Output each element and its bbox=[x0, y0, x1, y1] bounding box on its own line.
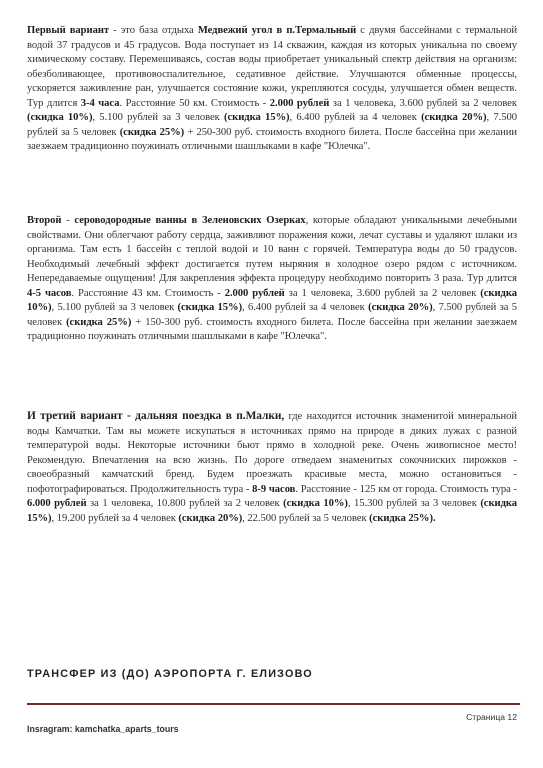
bold-text-run: (скидка 25%) bbox=[66, 316, 132, 328]
text-run: , 7.500 рублей за 5 человек bbox=[27, 302, 517, 328]
text-run: , 22.500 рублей за 5 человек bbox=[242, 512, 370, 524]
bold-text-run: 6.000 рублей bbox=[27, 498, 87, 510]
text-run: + 250-300 руб. стоимость входного билета. После бассейна при желании заезжаем традиционно поужинать отличными шашлыками в кафе "Юлечка". bbox=[27, 126, 517, 153]
text-run: с двумя бассейнами с термальной водой 37 градусов и 45 градусов. Вода поступает из 14 скважин, каждая из которых уникальна по своему химическому составу. Перемешиваясь, состав воды приобретает уникальный спектр действия на организм: обезболивающее, противовоспалительное, седативное действие. Улучшаются обменные процессы, ускоряется заживление ран, улучшается состояние кожи, укрепляются сосуды, улучшается обмен веществ. Тур длится bbox=[27, 25, 518, 109]
text-run: , 6.400 рублей за 4 человек bbox=[289, 112, 422, 124]
bold-text-run: (скидка 15%) bbox=[224, 112, 290, 124]
text-run: где находится источник знаменитой минеральной воды Камчатки. Там вы можете искупаться в источниках прямо на природе в диких лужах с разной температурой воды. Некоторые источники бьют прямо в холодной реке. Очень живописное место! Рекомендую. Впечатления на всю жизнь. По дороге отведаем знаменитых сокочниских пирожков - своеобразный камчатский бренд. Будем проезжать красивые места, можно остановиться - пофотографироваться. Продолжительность тура - bbox=[27, 411, 517, 495]
bold-text-run: И третий вариант - дальняя поездка в п.Малки, bbox=[27, 410, 285, 422]
text-run: , 5.100 рублей за 3 человек bbox=[92, 112, 225, 124]
text-run: + 150-300 руб. стоимость входного билета. После бассейна при желании заезжаем традиционно поужинать отличными шашлыками в кафе "Юлечка". bbox=[27, 316, 518, 343]
bold-text-run: (скидка 25%). bbox=[369, 512, 436, 524]
instagram-handle: Insragram: kamchatka_aparts_tours bbox=[27, 724, 179, 734]
text-run: за 1 человека, 3.600 рублей за 2 человек bbox=[284, 287, 481, 299]
text-run: . Расстояние - 125 км от города. Стоимость тура - bbox=[295, 483, 517, 495]
bold-text-run: 2.000 рублей bbox=[224, 287, 285, 299]
bold-text-run: 3-4 часа bbox=[80, 97, 120, 109]
bold-text-run: (скидка 10%) bbox=[27, 112, 93, 124]
bold-text-run: Медвежий угол в п.Термальный bbox=[197, 25, 357, 36]
text-run: . Расстояние 43 км. Стоимость - bbox=[71, 287, 225, 299]
bold-text-run: (скидка 15%) bbox=[177, 302, 243, 314]
bold-text-run: (скидка 20%) bbox=[421, 112, 487, 124]
text-run: , 6.400 рублей за 4 человек bbox=[242, 302, 369, 314]
bold-text-run: 2.000 рублей bbox=[269, 97, 330, 109]
paragraph-option-2 bbox=[27, 214, 517, 345]
text-run: - это база отдыха bbox=[109, 25, 198, 36]
bold-text-run: Второй bbox=[27, 215, 62, 226]
bold-text-run: (скидка 20%) bbox=[368, 302, 433, 314]
bold-text-run: (скидка 15%) bbox=[27, 498, 518, 524]
text-run: , которые обладают уникальными лечебными свойствами. Они облегчают работу сердца, заживляют поражения кожи, лечат суставы и удаляют шлаки из организма. Там есть 1 бассейн с теплой водой и 10 ванн с горячей. Температура воды до 50 градусов. Необходимый лечебный эффект достигается путем ныряния в холодное озеро рядом с источником. Непередаваемые ощущения! Для закрепления эффекта процедуру необходимо повторить 3 раза. Тур длится bbox=[27, 215, 517, 285]
text-run: за 1 человека, 10.800 рублей за 2 человек bbox=[86, 498, 284, 510]
bold-text-run: 8-9 часов bbox=[252, 483, 296, 495]
bold-text-run: (скидка 25%) bbox=[119, 126, 185, 138]
section-heading-transfer: ТРАНСФЕР ИЗ (ДО) АЭРОПОРТА Г. ЕЛИЗОВО bbox=[27, 668, 313, 680]
footer-divider bbox=[27, 703, 520, 705]
text-run: за 1 человека, 3.600 рублей за 2 человек bbox=[329, 97, 518, 109]
text-run: , 15.300 рублей за 3 человек bbox=[347, 498, 481, 510]
text-run: , 5.100 рублей за 3 человек bbox=[51, 302, 178, 314]
text-run: - bbox=[61, 215, 75, 226]
bold-text-run: 4-5 часов bbox=[27, 287, 72, 299]
page-number: Страница 12 bbox=[466, 712, 517, 722]
bold-text-run: (скидка 20%) bbox=[178, 512, 243, 524]
bold-text-run: (скидка 10%) bbox=[27, 287, 517, 314]
paragraph-option-3 bbox=[27, 409, 517, 526]
bold-text-run: Первый вариант bbox=[27, 25, 110, 36]
text-run: , 19.200 рублей за 4 человек bbox=[51, 512, 179, 524]
text-run: , 7.500 рублей за 5 человек bbox=[27, 112, 517, 138]
text-run: . Расстояние 50 км. Стоимость - bbox=[119, 97, 270, 109]
paragraph-option-1 bbox=[27, 24, 517, 155]
bold-text-run: (скидка 10%) bbox=[283, 498, 348, 510]
bold-text-run: сероводородные ванны в Зеленовских Озерках bbox=[74, 215, 306, 226]
